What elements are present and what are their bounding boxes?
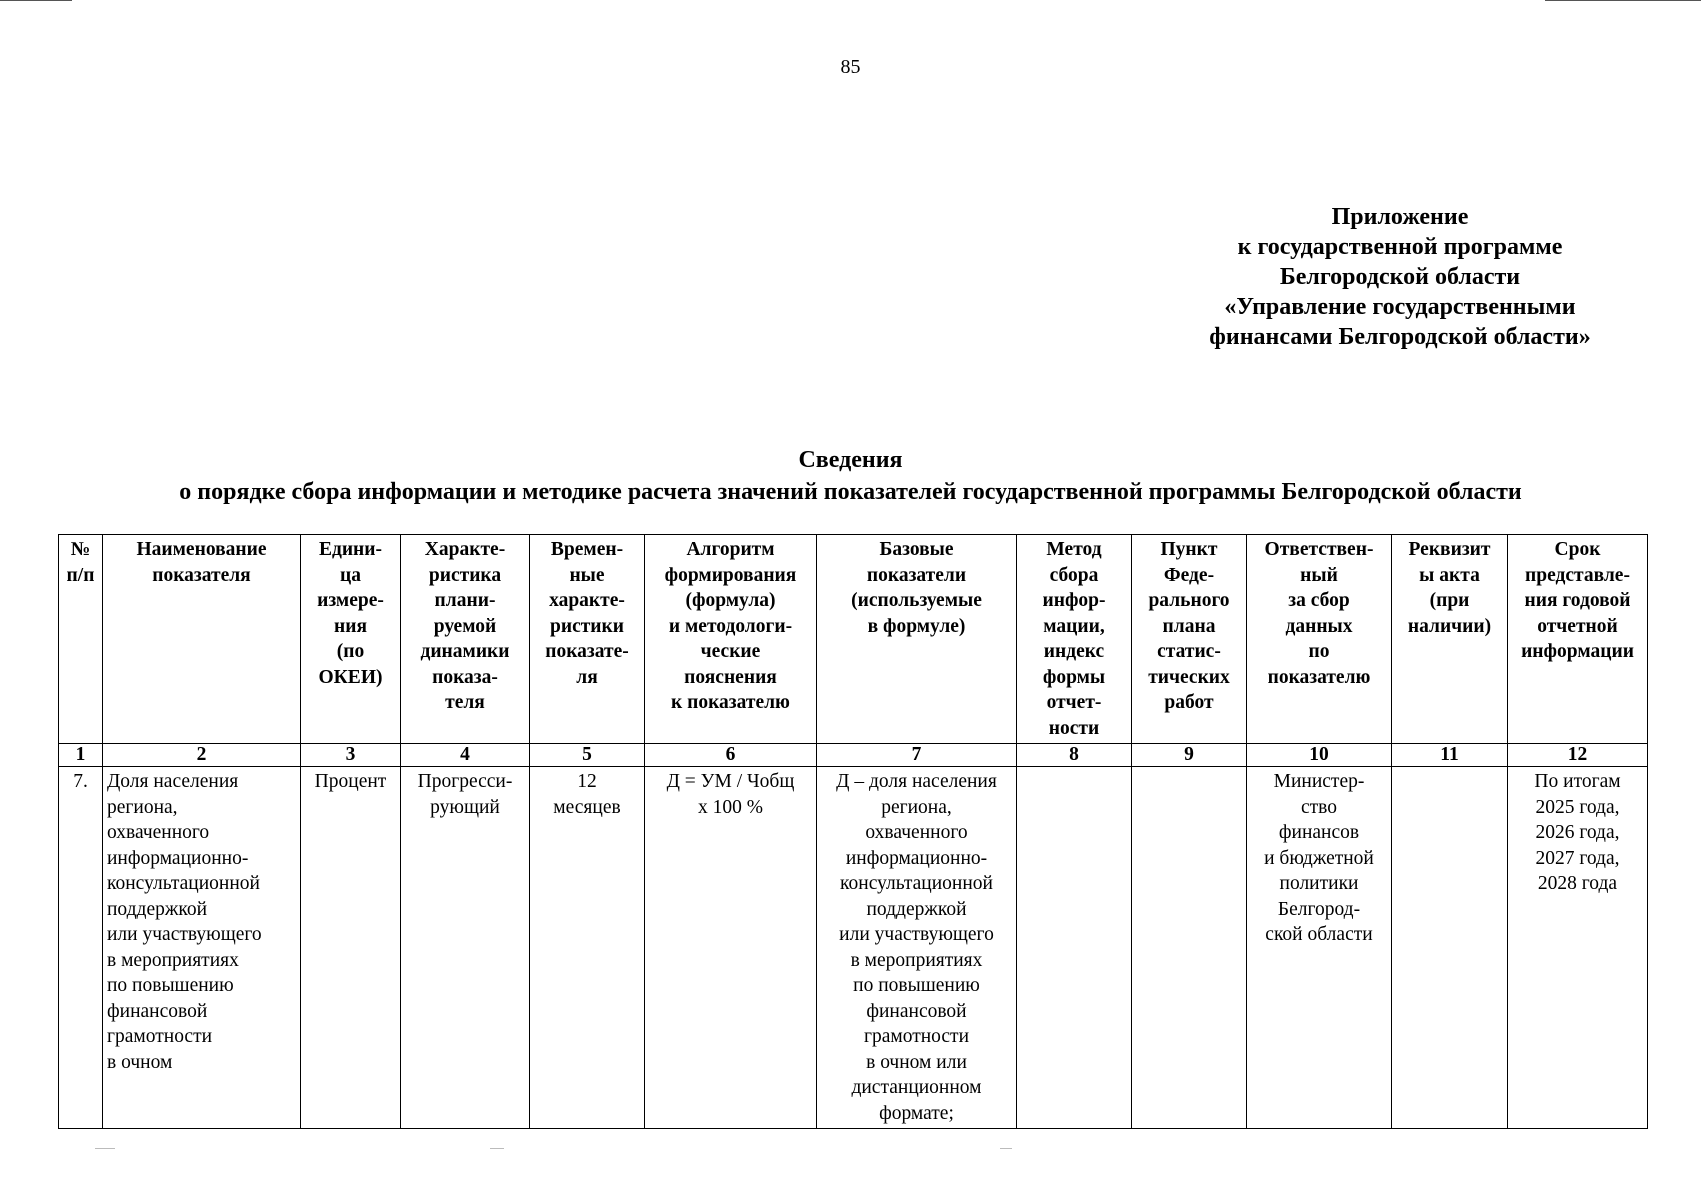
appendix-line: Приложение xyxy=(1331,204,1469,230)
scan-artifact xyxy=(1000,1148,1012,1149)
column-number-row xyxy=(59,744,1648,767)
appendix-line: финансами Белгородской области» xyxy=(1209,324,1591,350)
header-cell-responsible: Ответствен- ный за сбор данных по показателю xyxy=(1247,535,1392,744)
scan-edge-line xyxy=(1545,0,1701,1)
cell-unit: Процент xyxy=(301,767,401,1129)
appendix-line: к государственной программе xyxy=(1237,234,1563,260)
header-cell-name: Наименование показателя xyxy=(103,535,301,744)
cell-time: 12 месяцев xyxy=(530,767,645,1129)
page-number: 85 xyxy=(840,56,861,78)
column-number: 8 xyxy=(1017,744,1132,767)
cell-num: 7. xyxy=(59,767,103,1129)
table-header-row xyxy=(59,535,1648,744)
document-title xyxy=(0,444,1701,508)
cell-plan-item xyxy=(1132,767,1247,1129)
column-number: 9 xyxy=(1132,744,1247,767)
table-row xyxy=(59,767,1648,1129)
cell-method xyxy=(1017,767,1132,1129)
title-line-1: Сведения xyxy=(798,447,903,473)
appendix-line: «Управление государственными xyxy=(1224,294,1576,320)
scan-artifact xyxy=(490,1148,504,1149)
cell-formula: Д = УМ / Чобщ х 100 % xyxy=(645,767,817,1129)
column-number: 1 xyxy=(59,744,103,767)
column-number: 6 xyxy=(645,744,817,767)
cell-base: Д – доля населения региона, охваченного информационно- консультационной поддержкой или участвующего в мероприятиях по повышению финансовой грамотности в очном или дистанционном формате; xyxy=(817,767,1017,1129)
column-number: 7 xyxy=(817,744,1017,767)
header-cell-dynamics: Характе- ристика плани- руемой динамики показа- теля xyxy=(401,535,530,744)
header-cell-plan-item: Пункт Феде- рального плана статис- тических работ xyxy=(1132,535,1247,744)
header-cell-deadline: Срок представле- ния годовой отчетной информации xyxy=(1508,535,1648,744)
cell-act xyxy=(1392,767,1508,1129)
header-cell-method: Метод сбора инфор- мации, индекс формы отчет- ности xyxy=(1017,535,1132,744)
header-cell-num: № п/п xyxy=(59,535,103,744)
header-cell-unit: Едини- ца измере- ния (по ОКЕИ) xyxy=(301,535,401,744)
header-cell-act: Реквизит ы акта (при наличии) xyxy=(1392,535,1508,744)
column-number: 11 xyxy=(1392,744,1508,767)
title-line-2: о порядке сбора информации и методике расчета значений показателей государственной программы Белгородской области xyxy=(179,479,1522,505)
cell-name: Доля населения региона, охваченного информационно- консультационной поддержкой или участвующего в мероприятиях по повышению финансовой грамотности в очном xyxy=(103,767,301,1129)
column-number: 3 xyxy=(301,744,401,767)
header-cell-formula: Алгоритм формирования (формула) и методологи- ческие пояснения к показателю xyxy=(645,535,817,744)
indicators-table xyxy=(58,534,1648,1129)
appendix-heading xyxy=(1170,202,1630,352)
scan-edge-line xyxy=(0,0,72,1)
cell-dynamics: Прогресси- рующий xyxy=(401,767,530,1129)
appendix-line: Белгородской области xyxy=(1279,264,1521,290)
header-cell-time: Времен- ные характе- ристики показате- ля xyxy=(530,535,645,744)
column-number: 12 xyxy=(1508,744,1648,767)
cell-responsible: Министер- ство финансов и бюджетной политики Белгород- ской области xyxy=(1247,767,1392,1129)
column-number: 4 xyxy=(401,744,530,767)
column-number: 5 xyxy=(530,744,645,767)
scan-artifact xyxy=(95,1148,115,1149)
column-number: 2 xyxy=(103,744,301,767)
column-number: 10 xyxy=(1247,744,1392,767)
header-cell-base: Базовые показатели (используемые в формуле) xyxy=(817,535,1017,744)
cell-deadline: По итогам 2025 года, 2026 года, 2027 года, 2028 года xyxy=(1508,767,1648,1129)
